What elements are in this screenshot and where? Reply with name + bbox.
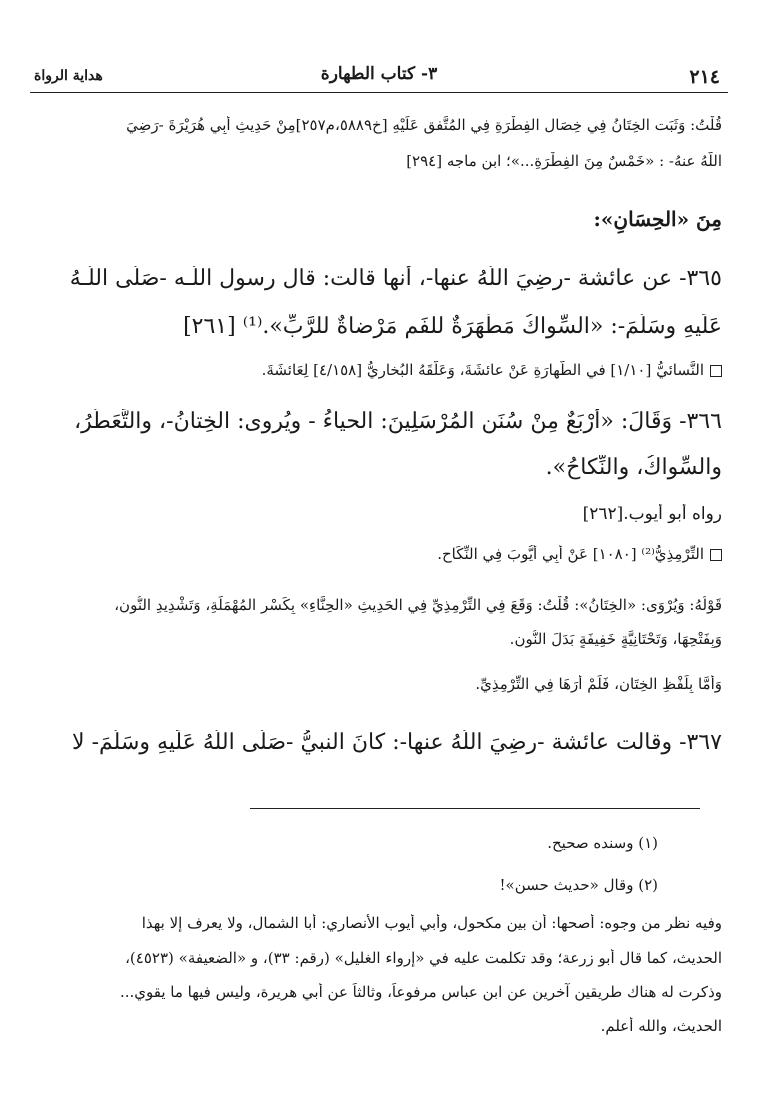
hadith-366-line-1: ٣٦٦- وَقَالَ: «أَرْبَعٌ مِنْ سُنَنِ المُرْسَلِينَ: الحياءُ - ويُروى: الخِتانُ-، والتَّعَطُّرُ، — [74, 409, 722, 434]
footnote-divider — [250, 808, 700, 809]
footnote-2: (٢) وقال «حديث حسن»! — [499, 876, 658, 894]
page-number: ٢١٤ — [689, 66, 720, 88]
footnote-1: (١) وسنده صحيح. — [547, 834, 658, 852]
source-box-icon — [710, 365, 722, 377]
hadith-365-source-text: النَّسائيُّ [١/١٠] في الطَّهارَةِ عَنْ عائشَةَ، وَعَلَّقَهُ البُخارِيُّ [٤/١٥٨] لِعَائشَةَ. — [261, 361, 704, 379]
hadith-365-source — [30, 361, 722, 379]
intro-line-2: اللَّهُ عنهُ- : «خَمْسٌ مِنَ الفِطْرَةِ...»؛ ابن ماجه [٢٩٤] — [406, 152, 722, 170]
hadith-366-source — [30, 545, 722, 563]
hadith-366-note-3: وَأَمَّا بِلَفْظِ الخِتَانِ، فَلَمْ أَرَهَا فِي التِّرْمِذِيِّ. — [475, 675, 722, 693]
hadith-365-line-1: ٣٦٥- عن عائشة -رضِيَ اللَّهُ عنها-، أنها قالت: قال رسول اللّـه -صَلّى اللّـهُ — [69, 266, 722, 291]
footnote-para-2: الحديث، كما قال أبو زرعة؛ وقد تكلمت عليه في «إرواء الغليل» (رقم: ٣٣)، و «الضعيفة» (٤٥٢٣)، — [125, 949, 722, 967]
hadith-367-line-1: ٣٦٧- وقالت عائشة -رضِيَ اللَّهُ عنها-: كانَ النبيُّ -صَلَّى اللَّهُ عَلَيهِ وسَلَّمَ- لا — [72, 730, 722, 755]
hadith-366-note-2: وَبِفَتْحِهَا، وَتَحْتَانِيَّةٍ خَفِيفَةٍ بَدَلَ النُّونِ. — [509, 630, 722, 648]
footnote-para-1: وفيه نظر من وجوه: أصحها: أن بين مكحول، وأبي أيوب الأنصاري: أبا الشمال، ولا يعرف إلا بهذا — [141, 914, 722, 932]
hadith-366-line-2: والسِّواكُ، والنِّكاحُ». — [545, 455, 722, 480]
source-box-icon — [710, 549, 722, 561]
intro-line-1: قُلْتُ: وَثَبَت الخِتَانُ فِي خِصَالِ الفِطْرَةِ فِي المُتَّفقِ عَلَيْهِ [خ٥٨٨٩،م٢٥٧]مِنْ حَدِيثِ أَبِي هُرَيْرَةَ -رَضِيَ — [126, 116, 722, 134]
book-title: هداية الرواة — [34, 68, 103, 84]
hadith-366-source-text: التِّرْمِذِيُّ⁽²⁾ [١٠٨٠] عَنْ أَبِي أَيُّوبَ فِي النِّكَاحِ. — [437, 545, 704, 563]
hadith-366-narrator: رواه أبو أيوب.[٢٦٢] — [582, 504, 722, 524]
hadith-366-note-1: قَوْلُهُ: وَيُرْوَى: «الخِتَانُ»: قُلْتُ: وَقَعَ فِي التِّرْمِذِيِّ فِي الحَدِيثِ «الحِنَّاءِ» بِكَسْرِ المُهْمَلَةِ، وَتَشْدِيدِ النُّونِ، — [114, 596, 722, 614]
hadith-365-line-2: عَلَيهِ وسَلَّمَ-: «السِّواكُ مَطْهَرَةٌ للفَمِ مَرْضاةٌ للرَّبِّ».⁽¹⁾ [٢٦١] — [183, 314, 722, 339]
chapter-title: ٣- كتاب الطهارة — [320, 64, 438, 84]
footnote-para-3: وذكرت له هناك طريقين آخرين عن ابن عباس مرفوعاً، وثالثاً عن أبي هريرة، وليس فيها ما يقوي... — [119, 983, 722, 1001]
header-divider — [30, 92, 728, 93]
section-heading: مِنَ «الحِسَانِ»: — [593, 207, 722, 231]
footnote-para-4: الحديث، والله أعلم. — [600, 1017, 722, 1035]
